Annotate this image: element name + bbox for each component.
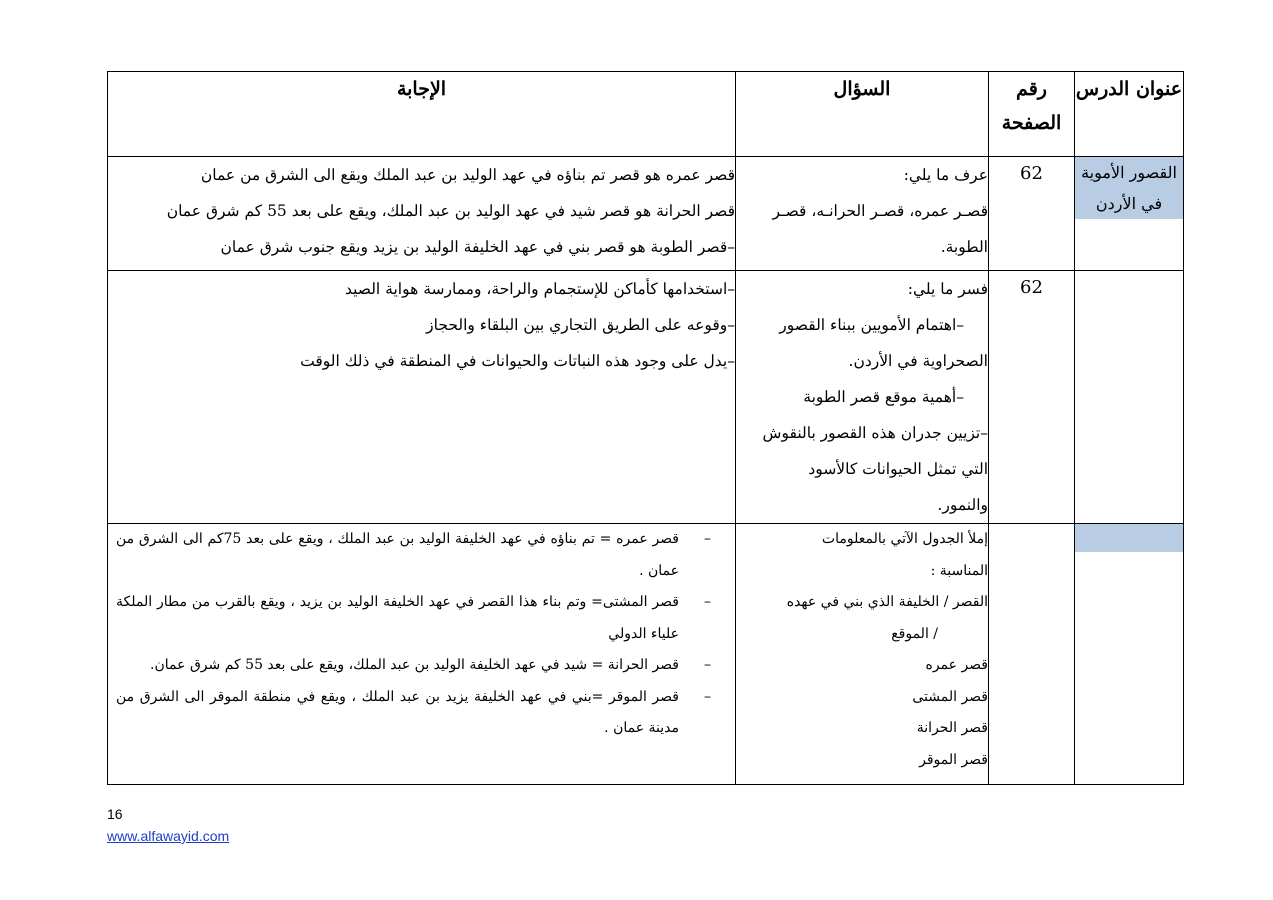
answer-cell bbox=[108, 524, 736, 785]
header-question: السؤال bbox=[736, 72, 989, 157]
list-item bbox=[108, 524, 735, 587]
page-number-cell bbox=[989, 524, 1075, 785]
dash-bullet: – bbox=[704, 688, 711, 705]
question-line: قصر الموقر bbox=[919, 751, 988, 768]
answer-list bbox=[108, 524, 735, 745]
lesson-title-shade bbox=[1075, 524, 1183, 552]
answer-item-text: قصر الحرانة = شيد في عهد الخليفة الوليد بن عبد الملك، ويقع على بعد 55 كم شرق عمان. bbox=[150, 657, 679, 673]
page-number: 16 bbox=[107, 806, 123, 822]
header-answer: الإجابة bbox=[108, 72, 736, 157]
answer-line: –استخدامها كأماكن للإستجمام والراحة، وممارسة هواية الصيد bbox=[344, 280, 735, 298]
question-line: الصحراوية في الأردن. bbox=[848, 352, 988, 370]
question-line: القصر / الخليفة الذي بني في عهده bbox=[786, 594, 988, 610]
header-row bbox=[108, 72, 1184, 157]
lesson-title: القصور الأموية في الأردن bbox=[1075, 157, 1183, 219]
answer-line: –وقوعه على الطريق التجاري بين البلقاء والحجاز bbox=[426, 316, 735, 334]
question-line: قصر المشتى bbox=[912, 688, 988, 705]
question-line: فسر ما يلي: bbox=[907, 280, 988, 298]
table-row bbox=[108, 524, 1184, 785]
question-line: –تزيين جدران هذه القصور بالنقوش bbox=[762, 424, 988, 442]
answer-line: قصر الحرانة هو قصر شيد في عهد الوليد بن عبد الملك، ويقع على بعد 55 كم شرق عمان bbox=[166, 202, 735, 220]
answer-item-text: قصر المشتى= وتم بناء هذا القصر في عهد الخليفة الوليد بن يزيد ، ويقع بالقرب من مطار الملكة علياء الدولي bbox=[116, 594, 679, 642]
answer-line: قصر عمره هو قصر تم بناؤه في عهد الوليد بن عبد الملك ويقع الى الشرق من عمان bbox=[200, 166, 735, 184]
header-lesson-title: عنوان الدرس bbox=[1075, 72, 1184, 157]
lesson-cell bbox=[1075, 524, 1184, 785]
list-item bbox=[108, 587, 735, 650]
website-link[interactable]: www.alfawayid.com bbox=[107, 828, 230, 844]
question-line: –أهمية موقع قصر الطوبة bbox=[803, 388, 964, 406]
question-line: –اهتمام الأمويين ببناء القصور bbox=[779, 316, 964, 334]
answer-cell bbox=[108, 157, 736, 271]
page-number-cell: 62 bbox=[989, 157, 1075, 271]
page-number-cell: 62 bbox=[989, 271, 1075, 524]
dash-bullet: – bbox=[704, 531, 711, 547]
question-line: المناسبة : bbox=[930, 562, 988, 579]
table-row bbox=[108, 157, 1184, 271]
list-item bbox=[108, 650, 735, 682]
answer-item-text: قصر عمره = تم بناؤه في عهد الخليفة الوليد بن عبد الملك ، ويقع على بعد 75كم الى الشرق من عمان . bbox=[116, 531, 679, 579]
answer-cell bbox=[108, 271, 736, 524]
header-page-number: رقم الصفحة bbox=[989, 72, 1075, 157]
answer-item-text: قصر الموقر =بني في عهد الخليفة يزيد بن عبد الملك ، ويقع في منطقة الموقر الى الشرق من مدينة عمان . bbox=[116, 688, 679, 736]
question-line: :عرف ما يلي bbox=[903, 166, 988, 184]
dash-bullet: – bbox=[704, 594, 711, 610]
lesson-cell bbox=[1075, 157, 1184, 271]
question-cell bbox=[736, 524, 989, 785]
question-cell bbox=[736, 157, 989, 271]
question-line: قصر الحرانة bbox=[916, 720, 988, 736]
question-cell bbox=[736, 271, 989, 524]
lesson-table bbox=[107, 71, 1184, 785]
answer-line: –يدل على وجود هذه النباتات والحيوانات في المنطقة في ذلك الوقت bbox=[300, 352, 735, 370]
dash-bullet: – bbox=[704, 657, 711, 673]
lesson-cell bbox=[1075, 271, 1184, 524]
question-line: قصر عمره bbox=[925, 657, 988, 673]
answer-line: –قصر الطوبة هو قصر بني في عهد الخليفة الوليد بن يزيد ويقع جنوب شرق عمان bbox=[220, 238, 735, 256]
question-line: الطوبة. bbox=[940, 238, 988, 256]
list-item bbox=[108, 682, 735, 745]
question-line: إملأ الجدول الآتي بالمعلومات bbox=[821, 531, 988, 547]
question-line: / الموقع bbox=[891, 625, 938, 642]
question-line: والنمور. bbox=[937, 496, 988, 514]
question-line: قصـر عمره، قصـر الحرانـه، قصـر bbox=[772, 202, 988, 220]
question-line: التي تمثل الحيوانات كالأسود bbox=[808, 460, 988, 478]
table-row bbox=[108, 271, 1184, 524]
